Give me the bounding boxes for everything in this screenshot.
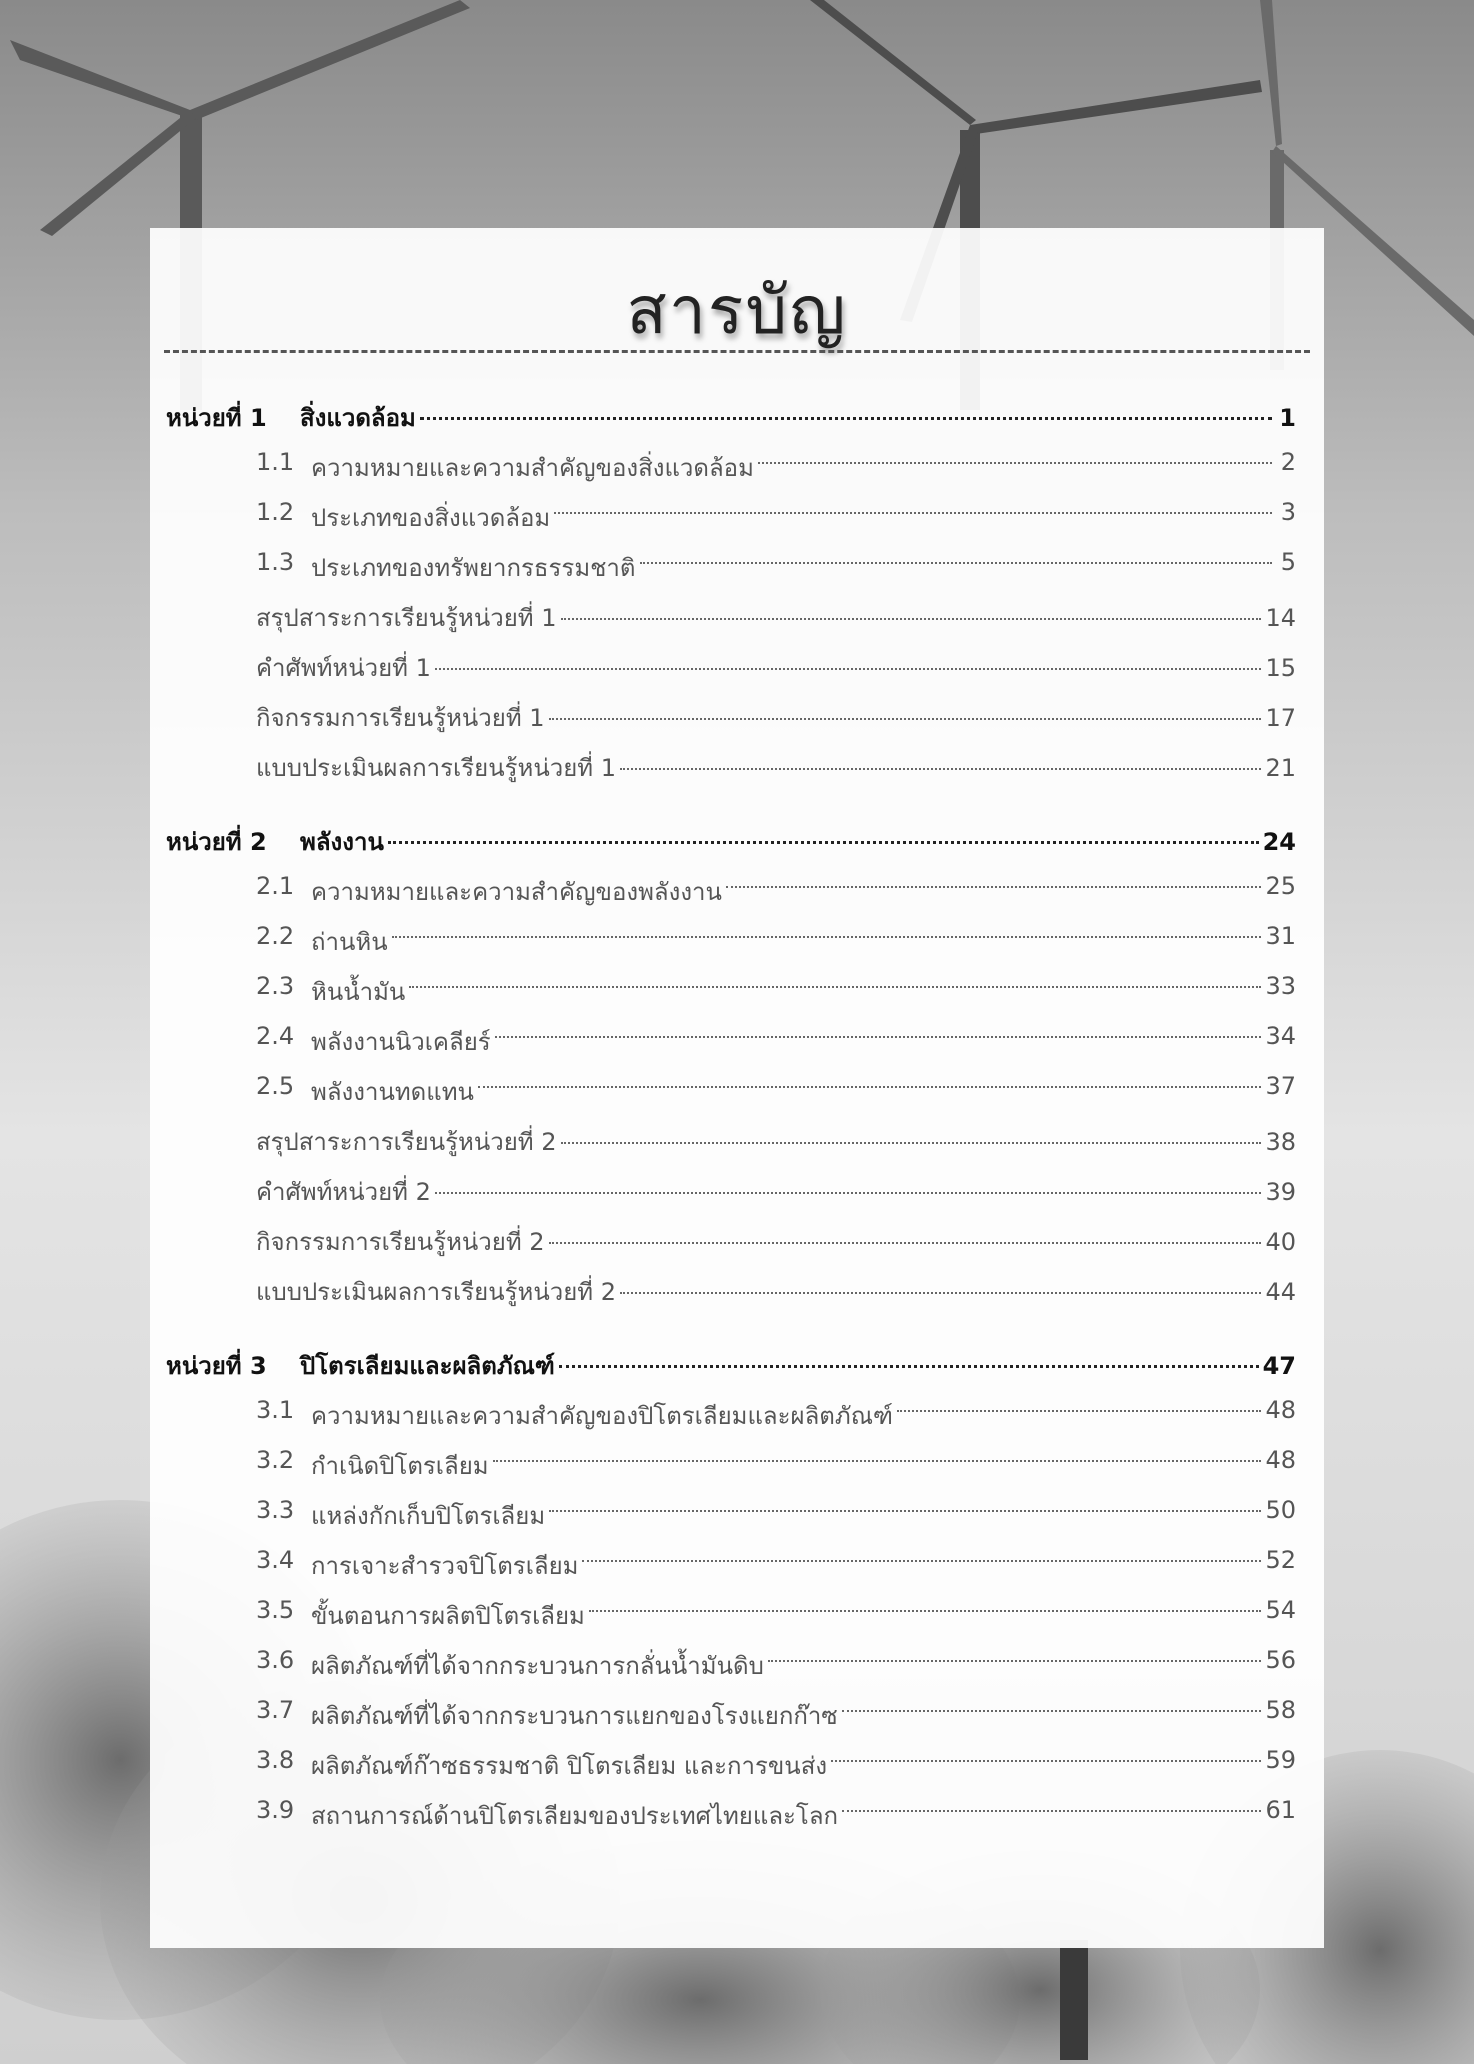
item-title: สถานการณ์ด้านปิโตรเลียมของประเทศไทยและโลก	[311, 1802, 839, 1830]
unit-title: ปิโตรเลียมและผลิตภัณฑ์	[300, 1352, 555, 1380]
page-number: 61	[1265, 1796, 1296, 1824]
page-number: 48	[1265, 1396, 1296, 1424]
page-number: 14	[1265, 604, 1296, 632]
leader-dots	[559, 1364, 1259, 1368]
leader-dots	[768, 1659, 1262, 1662]
item-number: 3.1	[256, 1396, 295, 1424]
page-title: สารบัญ	[626, 272, 848, 349]
item-title: ถ่านหิน	[311, 928, 388, 956]
toc-item[interactable]	[166, 1396, 1296, 1446]
page-number: 48	[1265, 1446, 1296, 1474]
toc-item[interactable]	[166, 1022, 1296, 1072]
leader-dots	[561, 1141, 1262, 1144]
page-number: 59	[1265, 1746, 1296, 1774]
item-title: ประเภทของสิ่งแวดล้อม	[311, 504, 551, 532]
item-number: 3.7	[256, 1696, 295, 1724]
item-title: คำศัพท์หน่วยที่ 2	[256, 1178, 431, 1206]
page-number: 47	[1262, 1352, 1296, 1380]
page-number: 5	[1280, 548, 1296, 576]
toc-item[interactable]	[166, 872, 1296, 922]
leader-dots	[478, 1085, 1262, 1088]
item-number: 1.2	[256, 498, 295, 526]
item-number: 3.3	[256, 1496, 295, 1524]
page-number: 54	[1265, 1596, 1296, 1624]
leader-dots	[589, 1609, 1262, 1612]
leader-dots	[831, 1759, 1261, 1762]
page-number: 58	[1265, 1696, 1296, 1724]
leader-dots	[758, 461, 1272, 464]
page-number: 38	[1265, 1128, 1296, 1156]
item-title: แบบประเมินผลการเรียนรู้หน่วยที่ 1	[256, 754, 616, 782]
toc-item[interactable]	[166, 1746, 1296, 1796]
item-title: กิจกรรมการเรียนรู้หน่วยที่ 1	[256, 704, 545, 732]
item-title: หินน้ำมัน	[311, 978, 406, 1006]
unit-number: หน่วยที่ 3	[166, 1352, 267, 1380]
leader-dots	[842, 1809, 1261, 1812]
item-title: คำศัพท์หน่วยที่ 1	[256, 654, 431, 682]
item-number: 2.1	[256, 872, 295, 900]
item-number: 2.3	[256, 972, 295, 1000]
item-title: พลังงานนิวเคลียร์	[311, 1028, 491, 1056]
leader-dots	[620, 1291, 1261, 1294]
toc-item[interactable]	[166, 598, 1296, 648]
unit-title: พลังงาน	[300, 828, 384, 856]
leader-dots	[549, 1241, 1262, 1244]
leader-dots	[392, 935, 1262, 938]
toc-item[interactable]	[166, 922, 1296, 972]
item-number: 3.9	[256, 1796, 295, 1824]
item-title: กิจกรรมการเรียนรู้หน่วยที่ 2	[256, 1228, 545, 1256]
title-divider	[164, 350, 1310, 353]
page-number: 3	[1280, 498, 1296, 526]
item-number: 2.4	[256, 1022, 295, 1050]
page-number: 52	[1265, 1546, 1296, 1574]
leader-dots	[435, 1191, 1262, 1194]
leader-dots	[549, 1509, 1261, 1512]
item-title: ความหมายและความสำคัญของพลังงาน	[311, 878, 722, 906]
item-title: ประเภทของทรัพยากรธรรมชาติ	[311, 554, 636, 582]
toc-item[interactable]	[166, 448, 1296, 498]
toc-item[interactable]	[166, 1446, 1296, 1496]
toc-item[interactable]	[166, 1272, 1296, 1322]
page-number: 25	[1265, 872, 1296, 900]
item-number: 2.5	[256, 1072, 295, 1100]
leader-dots	[561, 617, 1262, 620]
page-number: 40	[1265, 1228, 1296, 1256]
toc-item[interactable]	[166, 698, 1296, 748]
table-of-contents	[166, 398, 1296, 1846]
item-title: ผลิตภัณฑ์ที่ได้จากกระบวนการแยกของโรงแยกก๊าซ	[311, 1702, 838, 1730]
toc-item[interactable]	[166, 498, 1296, 548]
page-number: 39	[1265, 1178, 1296, 1206]
page-number: 15	[1265, 654, 1296, 682]
item-title: แหล่งกักเก็บปิโตรเลียม	[311, 1502, 546, 1530]
item-number: 3.5	[256, 1596, 295, 1624]
leader-dots	[897, 1409, 1262, 1412]
page-number: 31	[1265, 922, 1296, 950]
item-title: สรุปสาระการเรียนรู้หน่วยที่ 2	[256, 1128, 557, 1156]
leader-dots	[554, 511, 1272, 514]
toc-item[interactable]	[166, 1546, 1296, 1596]
item-number: 2.2	[256, 922, 295, 950]
toc-item[interactable]	[166, 548, 1296, 598]
page-number: 21	[1265, 754, 1296, 782]
item-number: 3.6	[256, 1646, 295, 1674]
item-title: ผลิตภัณฑ์ที่ได้จากกระบวนการกลั่นน้ำมันดิบ	[311, 1652, 764, 1680]
toc-unit-3[interactable]	[166, 1346, 1296, 1396]
unit-number: หน่วยที่ 1	[166, 404, 267, 432]
page-number: 56	[1265, 1646, 1296, 1674]
page-number: 50	[1265, 1496, 1296, 1524]
toc-item[interactable]	[166, 1796, 1296, 1846]
item-title: พลังงานทดแทน	[311, 1078, 474, 1106]
toc-item[interactable]	[166, 1596, 1296, 1646]
item-number: 3.2	[256, 1446, 295, 1474]
toc-panel	[150, 228, 1324, 1948]
toc-unit-1[interactable]	[166, 398, 1296, 448]
toc-item[interactable]	[166, 748, 1296, 798]
toc-item[interactable]	[166, 1496, 1296, 1546]
item-number: 3.4	[256, 1546, 295, 1574]
item-title: สรุปสาระการเรียนรู้หน่วยที่ 1	[256, 604, 557, 632]
page-number: 34	[1265, 1022, 1296, 1050]
page-number: 17	[1265, 704, 1296, 732]
leader-dots	[420, 416, 1272, 420]
leader-dots	[726, 885, 1262, 888]
page-number: 33	[1265, 972, 1296, 1000]
leader-dots	[409, 985, 1261, 988]
leader-dots	[388, 840, 1259, 844]
toc-item[interactable]	[166, 972, 1296, 1022]
toc-unit-2[interactable]	[166, 822, 1296, 872]
item-title: ความหมายและความสำคัญของปิโตรเลียมและผลิตภัณฑ์	[311, 1402, 893, 1430]
toc-item[interactable]	[166, 1172, 1296, 1222]
item-title: แบบประเมินผลการเรียนรู้หน่วยที่ 2	[256, 1278, 616, 1306]
leader-dots	[582, 1559, 1261, 1562]
item-title: การเจาะสำรวจปิโตรเลียม	[311, 1552, 579, 1580]
item-number: 1.3	[256, 548, 295, 576]
leader-dots	[640, 561, 1273, 564]
item-title: กำเนิดปิโตรเลียม	[311, 1452, 489, 1480]
leader-dots	[435, 667, 1262, 670]
page-number: 2	[1280, 448, 1296, 476]
item-title: ผลิตภัณฑ์ก๊าซธรรมชาติ ปิโตรเลียม และการขนส่ง	[311, 1752, 828, 1780]
page-number: 24	[1262, 828, 1296, 856]
toc-item[interactable]	[166, 1072, 1296, 1122]
toc-item[interactable]	[166, 1646, 1296, 1696]
unit-number: หน่วยที่ 2	[166, 828, 267, 856]
unit-title: สิ่งแวดล้อม	[300, 404, 416, 432]
page-number: 37	[1265, 1072, 1296, 1100]
leader-dots	[495, 1035, 1262, 1038]
toc-item[interactable]	[166, 1222, 1296, 1272]
toc-item[interactable]	[166, 1696, 1296, 1746]
leader-dots	[549, 717, 1262, 720]
toc-item[interactable]	[166, 1122, 1296, 1172]
item-number: 3.8	[256, 1746, 295, 1774]
page-number: 44	[1265, 1278, 1296, 1306]
item-title: ขั้นตอนการผลิตปิโตรเลียม	[311, 1602, 585, 1630]
toc-item[interactable]	[166, 648, 1296, 698]
page-number: 1	[1279, 404, 1296, 432]
item-title: ความหมายและความสำคัญของสิ่งแวดล้อม	[311, 454, 754, 482]
leader-dots	[842, 1709, 1262, 1712]
leader-dots	[620, 767, 1261, 770]
leader-dots	[493, 1459, 1262, 1462]
item-number: 1.1	[256, 448, 295, 476]
